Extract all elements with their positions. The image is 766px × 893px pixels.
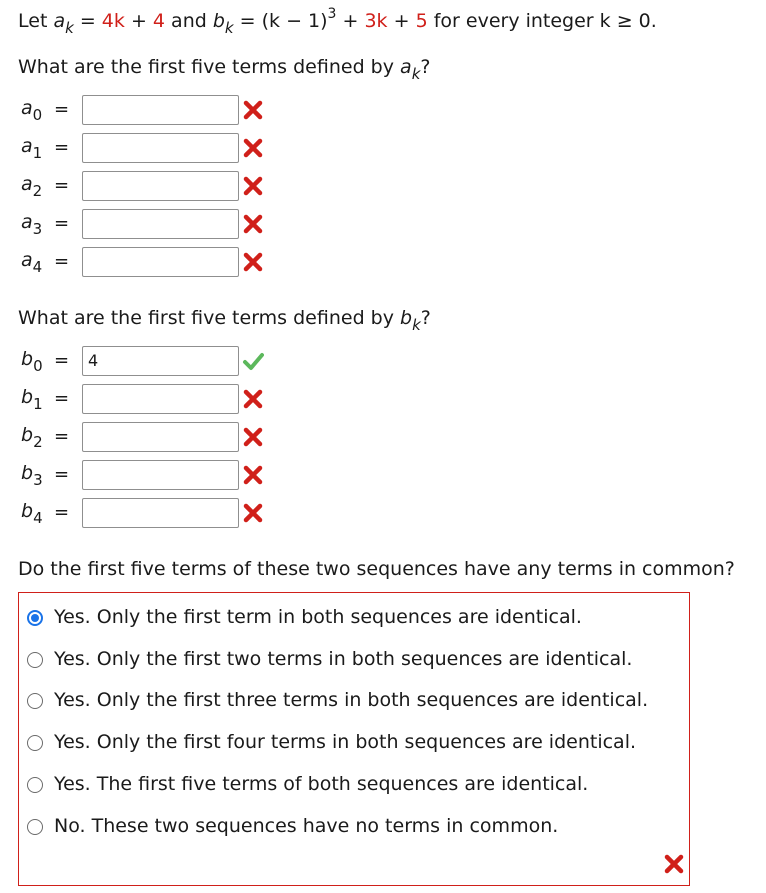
term-index: 3	[32, 220, 43, 238]
x-mark-icon	[242, 464, 264, 486]
x-mark-icon	[242, 426, 264, 448]
term-index: 0	[33, 357, 43, 375]
equals-sign: =	[54, 502, 70, 523]
b-term-input[interactable]: 4	[82, 346, 239, 376]
question-b-terms: What are the first five terms defined by $b_k$?	[18, 307, 431, 334]
a-term-row	[18, 247, 278, 283]
radio-unselected-icon[interactable]	[27, 819, 43, 835]
b-term-row	[18, 384, 278, 420]
equals-sign: =	[54, 426, 70, 447]
question-a-terms: What are the first five terms defined by $a_k$?	[18, 56, 431, 83]
term-index: 1	[32, 144, 43, 162]
x-mark-icon	[242, 502, 264, 524]
question-common-terms: Do the first five terms of these two sequences have any terms in common?	[18, 558, 735, 580]
b-term-input[interactable]	[82, 422, 239, 452]
b-term-input[interactable]	[82, 460, 239, 490]
term-label: $a_1$	[21, 135, 43, 162]
term-index: 2	[33, 433, 43, 451]
choice-label: Yes. Only the first four terms in both sequences are identical.	[54, 731, 637, 754]
choice-label: No. These two sequences have no terms in common.	[54, 814, 559, 837]
b-term-input[interactable]	[82, 498, 239, 528]
x-mark-icon	[242, 175, 264, 197]
term-label: $b_1$	[21, 386, 43, 413]
choice-label: Yes. Only the first three terms in both sequences are identical.	[54, 689, 649, 712]
choice-label: Yes. The first five terms of both sequences are identical.	[54, 772, 589, 795]
term-label: $b_0$	[21, 348, 43, 375]
term-label: $b_2$	[21, 424, 43, 451]
a-term-input[interactable]	[82, 95, 239, 125]
term-label: $a_2$	[21, 173, 43, 200]
b-term-row	[18, 498, 278, 534]
equals-sign: =	[54, 464, 70, 485]
a-term-input[interactable]	[82, 247, 239, 277]
equals-sign: =	[54, 99, 70, 120]
x-mark-icon	[242, 213, 264, 235]
problem-statement: Let $a_k = 4k + 4$ and $b_k = (k - 1)^3 + 3k + 5$ for every integer k ≥ 0.	[18, 6, 657, 37]
equals-sign: =	[54, 213, 70, 234]
a-term-input[interactable]	[82, 209, 239, 239]
radio-unselected-icon[interactable]	[27, 693, 43, 709]
a-term-row	[18, 171, 278, 207]
term-index: 3	[33, 471, 43, 489]
check-mark-icon	[242, 350, 264, 372]
radio-unselected-icon[interactable]	[27, 652, 43, 668]
term-index: 2	[32, 182, 43, 200]
equals-sign: =	[54, 175, 70, 196]
equals-sign: =	[54, 251, 70, 272]
term-label: $a_3$	[21, 211, 43, 238]
equals-sign: =	[54, 350, 70, 371]
a-term-input[interactable]	[82, 133, 239, 163]
equals-sign: =	[54, 388, 70, 409]
term-index: 4	[33, 509, 43, 527]
x-mark-icon	[663, 853, 685, 875]
x-mark-icon	[242, 388, 264, 410]
multiple-choice-group	[18, 592, 690, 886]
a-term-input[interactable]	[82, 171, 239, 201]
term-label: $b_4$	[21, 500, 43, 527]
choice-label: Yes. Only the first two terms in both sequences are identical.	[54, 647, 633, 670]
term-label: $b_3$	[21, 462, 43, 489]
a-term-row	[18, 209, 278, 245]
radio-unselected-icon[interactable]	[27, 735, 43, 751]
x-mark-icon	[242, 99, 264, 121]
term-index: 1	[33, 395, 43, 413]
term-index: 0	[32, 106, 43, 124]
b-term-row	[18, 460, 278, 496]
term-label: $a_4$	[21, 249, 43, 276]
a-term-row	[18, 95, 278, 131]
term-label: $a_0$	[21, 97, 43, 124]
b-term-input[interactable]	[82, 384, 239, 414]
b-term-row	[18, 422, 278, 458]
radio-unselected-icon[interactable]	[27, 777, 43, 793]
radio-selected-icon[interactable]	[27, 610, 43, 626]
b-term-row	[18, 346, 278, 382]
a-term-row	[18, 133, 278, 169]
equals-sign: =	[54, 137, 70, 158]
choice-label: Yes. Only the first term in both sequences are identical.	[54, 606, 582, 628]
term-index: 4	[32, 258, 43, 276]
x-mark-icon	[242, 251, 264, 273]
x-mark-icon	[242, 137, 264, 159]
